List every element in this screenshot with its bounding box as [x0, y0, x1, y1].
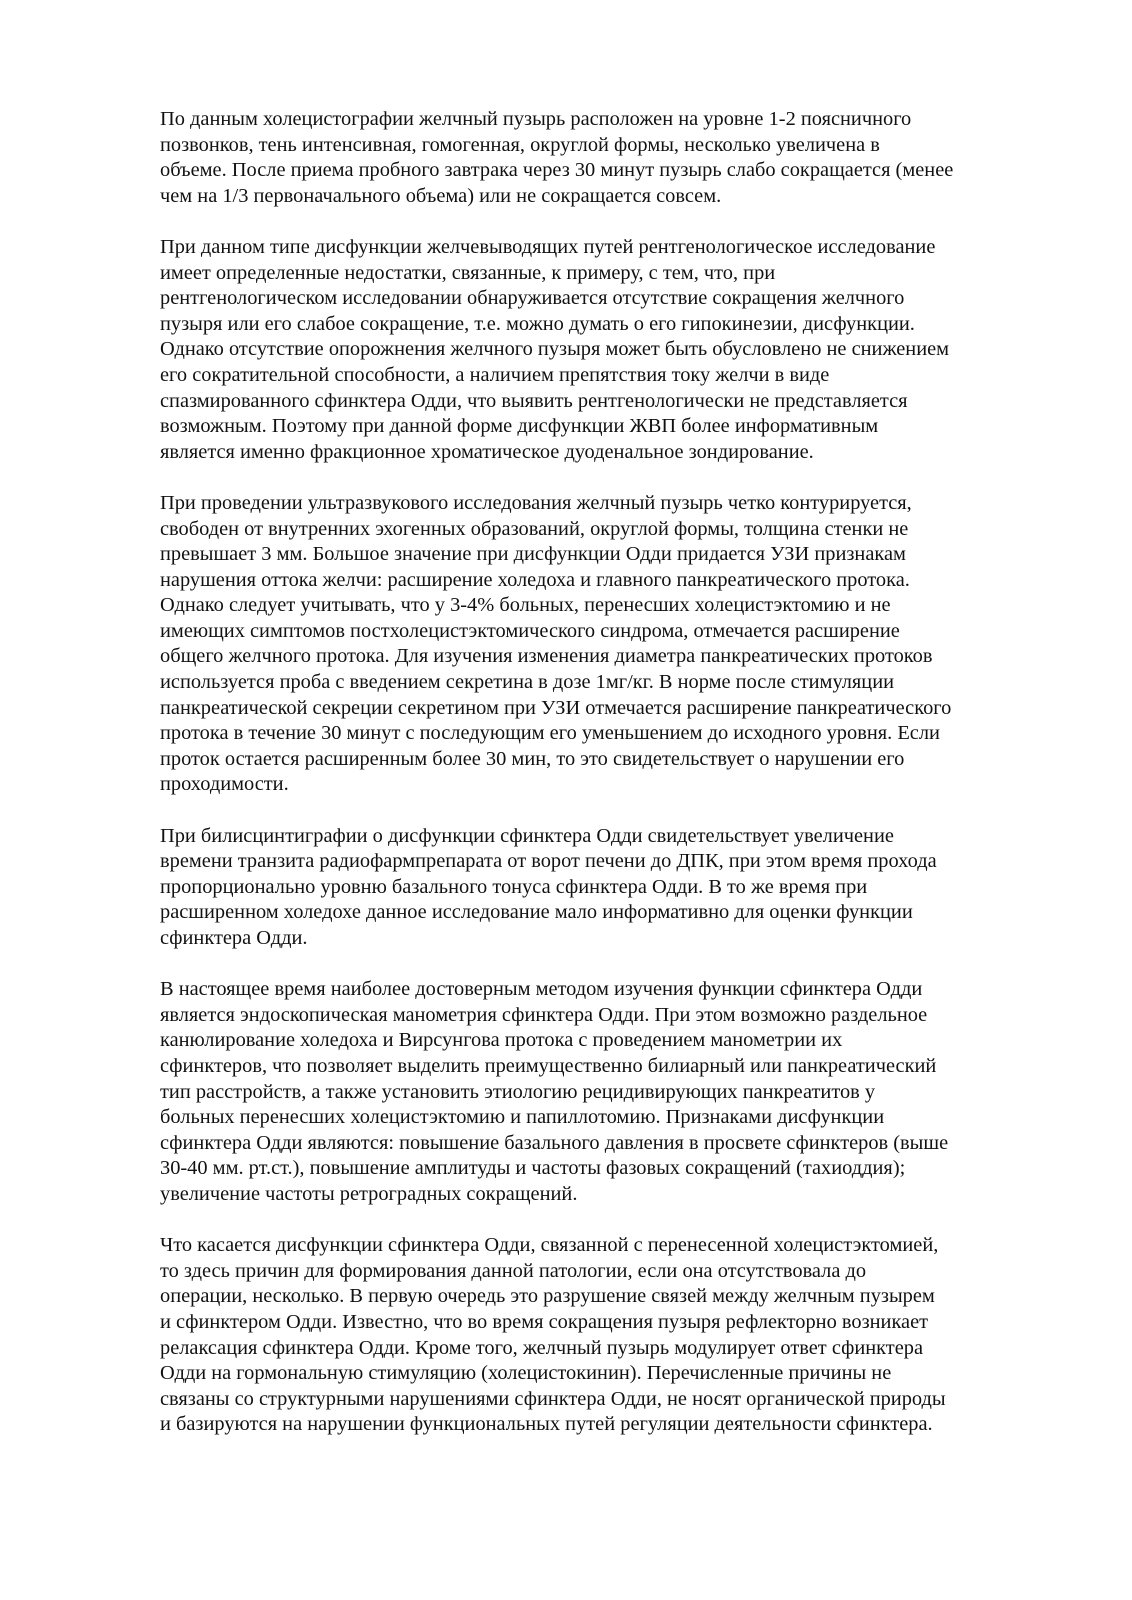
- text-line: связаны со структурными нарушениями сфинктера Одди, не носят органической природы: [160, 1387, 946, 1410]
- text-line: имеющих симптомов постхолецистэктомического синдрома, отмечается расширение: [160, 619, 900, 642]
- text-line: объеме. После приема пробного завтрака через 30 минут пузырь слабо сокращается (менее: [160, 159, 954, 182]
- text-line: При билисцинтиграфии о дисфункции сфинктера Одди свидетельствует увеличение: [160, 824, 894, 847]
- text-line: имеет определенные недостатки, связанные, к примеру, с тем, что, при: [160, 261, 776, 284]
- text-line: времени транзита радиофармпрепарата от ворот печени до ДПК, при этом время прохода: [160, 850, 937, 873]
- paragraph-3: [160, 491, 1040, 798]
- text-line: то здесь причин для формирования данной патологии, если она отсутствовала до: [160, 1259, 867, 1282]
- text-line: сфинктеров, что позволяет выделить преимущественно билиарный или панкреатический: [160, 1054, 937, 1077]
- text-line: панкреатической секреции секретином при УЗИ отмечается расширение панкреатического: [160, 696, 952, 719]
- paragraph-6: [160, 1233, 1040, 1438]
- text-line: тип расстройств, а также установить этиологию рецидивирующих панкреатитов у: [160, 1080, 876, 1103]
- text-line: возможным. Поэтому при данной форме дисфункции ЖВП более информативным: [160, 415, 879, 438]
- text-line: сфинктера Одди.: [160, 927, 308, 949]
- text-line: канюлирование холедоха и Вирсунгова протока с проведением манометрии их: [160, 1029, 843, 1052]
- text-line: его сократительной способности, а наличием препятствия току желчи в виде: [160, 363, 830, 386]
- text-line: увеличение частоты ретроградных сокращений.: [160, 1182, 578, 1205]
- paragraph-4: [160, 824, 1040, 952]
- text-line: При данном типе дисфункции желчевыводящих путей рентгенологическое исследование: [160, 235, 936, 258]
- text-line: Что касается дисфункции сфинктера Одди, связанной с перенесенной холецистэктомией,: [160, 1234, 939, 1257]
- text-line: свободен от внутренних эхогенных образований, округлой формы, толщина стенки не: [160, 517, 909, 540]
- text-line: и базируются на нарушении функциональных путей регуляции деятельности сфинктера.: [160, 1413, 933, 1436]
- text-line: нарушения оттока желчи: расширение холедоха и главного панкреатического протока.: [160, 568, 910, 591]
- text-line: спазмированного сфинктера Одди, что выявить рентгенологически не представляется: [160, 389, 908, 412]
- text-line: Одди на гормональную стимуляцию (холецистокинин). Перечисленные причины не: [160, 1362, 892, 1385]
- text-line: В настоящее время наиболее достоверным методом изучения функции сфинктера Одди: [160, 978, 923, 1001]
- text-line: общего желчного протока. Для изучения изменения диаметра панкреатических протоков: [160, 645, 933, 668]
- text-line: является эндоскопическая манометрия сфинктера Одди. При этом возможно раздельное: [160, 1003, 928, 1026]
- text-line: Однако следует учитывать, что у 3-4% больных, перенесших холецистэктомию и не: [160, 594, 891, 617]
- text-line: позвонков, тень интенсивная, гомогенная, округлой формы, несколько увеличена в: [160, 133, 880, 156]
- text-line: проток остается расширенным более 30 мин, то это свидетельствует о нарушении его: [160, 747, 905, 770]
- paragraph-2: [160, 235, 1040, 465]
- text-line: пропорционально уровню базального тонуса сфинктера Одди. В то же время при: [160, 875, 868, 898]
- text-line: используется проба с введением секретина в дозе 1мг/кг. В норме после стимуляции: [160, 671, 895, 694]
- document-body: [160, 107, 1040, 1463]
- text-line: При проведении ультразвукового исследования желчный пузырь четко контурируется,: [160, 491, 912, 514]
- text-line: сфинктера Одди являются: повышение базального давления в просвете сфинктеров (выше: [160, 1131, 949, 1154]
- text-line: релаксация сфинктера Одди. Кроме того, желчный пузырь модулирует ответ сфинктера: [160, 1336, 923, 1359]
- text-line: протока в течение 30 минут с последующим его уменьшением до исходного уровня. Если: [160, 722, 940, 745]
- text-line: пузыря или его слабое сокращение, т.е. можно думать о его гипокинезии, дисфункции.: [160, 312, 915, 335]
- text-line: расширенном холедохе данное исследование мало информативно для оценки функции: [160, 901, 913, 924]
- text-line: операции, несколько. В первую очередь это разрушение связей между желчным пузырем: [160, 1285, 935, 1308]
- text-line: чем на 1/3 первоначального объема) или не сокращается совсем.: [160, 184, 722, 207]
- text-line: По данным холецистографии желчный пузырь расположен на уровне 1-2 поясничного: [160, 108, 912, 130]
- text-line: проходимости.: [160, 773, 289, 796]
- text-line: Однако отсутствие опорожнения желчного пузыря может быть обусловлено не снижением: [160, 338, 950, 361]
- text-line: превышает 3 мм. Большое значение при дисфункции Одди придается УЗИ признакам: [160, 543, 906, 566]
- text-line: больных перенесших холецистэктомию и папиллотомию. Признаками дисфункции: [160, 1106, 885, 1129]
- text-line: рентгенологическом исследовании обнаруживается отсутствие сокращения желчного: [160, 287, 905, 310]
- paragraph-1: [160, 107, 1040, 209]
- text-line: и сфинктером Одди. Известно, что во время сокращения пузыря рефлекторно возникает: [160, 1310, 929, 1333]
- text-line: 30-40 мм. рт.ст.), повышение амплитуды и частоты фазовых сокращений (тахиоддия);: [160, 1157, 906, 1180]
- text-line: является именно фракционное хроматическое дуоденальное зондирование.: [160, 440, 814, 463]
- paragraph-5: [160, 977, 1040, 1207]
